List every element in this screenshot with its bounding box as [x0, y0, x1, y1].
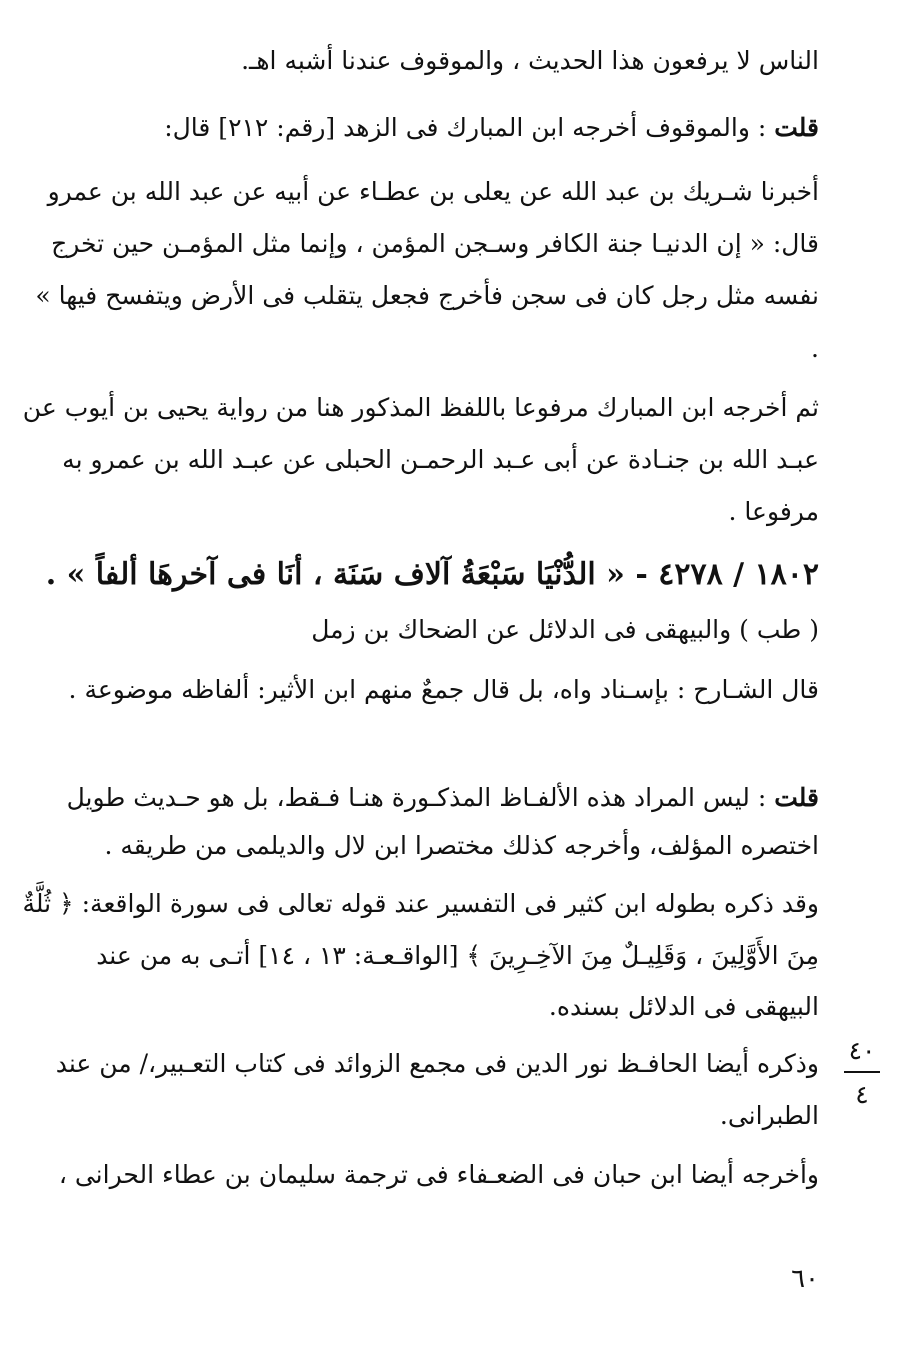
- hadith-source: ( طب ) والبيهقى فى الدلائل عن الضحاك بن زمل: [311, 615, 819, 644]
- qultu-label: قلت: [774, 113, 819, 142]
- page-number: ٦٠: [791, 1264, 819, 1294]
- text-span: : والموقوف أخرجه ابن المبارك فى الزهد [رقم: ٢١٢] قال:: [164, 113, 775, 142]
- text-line: أخبرنا شـريك بن عبد الله عن يعلى بن عطـاء عن أبيه عن عبد الله بن عمرو: [47, 177, 819, 206]
- text-line: وأخرجه أيضا ابن حبان فى الضعـفاء فى ترجمة سليمان بن عطاء الحرانى ،: [58, 1160, 819, 1189]
- text-line: الناس لا يرفعون هذا الحديث ، والموقوف عندنا أشبه اهـ.: [241, 46, 819, 75]
- margin-note-top: ٤٠: [848, 1036, 876, 1065]
- sharih-comment: قال الشـارح : بإسـناد واه، بل قال جمعٌ منهم ابن الأثير: ألفاظه موضوعة .: [68, 675, 819, 704]
- margin-note-bottom: ٤: [855, 1080, 869, 1109]
- text-line: ثم أخرجه ابن المبارك مرفوعا باللفظ المذكور هنا من رواية يحيى بن أيوب عن: [22, 393, 819, 422]
- text-line: .: [811, 334, 819, 363]
- text-line: البيهقى فى الدلائل بسنده.: [548, 992, 819, 1021]
- text-line: مرفوعا .: [728, 497, 819, 526]
- margin-note-divider: [844, 1071, 880, 1073]
- text-line: نفسه مثل رجل كان فى سجن فأخرج فجعل يتقلب فى الأرض ويتفسح فيها »: [35, 281, 819, 310]
- text-line: اختصره المؤلف، وأخرجه كذلك مختصرا ابن لال والديلمى من طريقه .: [104, 831, 819, 860]
- hadith-heading: ١٨٠٢ / ٤٢٧٨ - « الدُّنْيَا سَبْعَةُ آلاف سَنَة ، أنَا فى آخرهَا ألفاً » .: [45, 557, 819, 592]
- text-line: وقد ذكره بطوله ابن كثير فى التفسير عند قوله تعالى فى سورة الواقعة: ﴿ ثُلَّةٌ: [22, 889, 819, 918]
- text-line: [66, 782, 819, 814]
- text-line: وذكره أيضا الحافـظ نور الدين فى مجمع الزوائد فى كتاب التعـبير،/ من عند: [55, 1049, 819, 1078]
- text-line: عبـد الله بن جنـادة عن أبى عـبد الرحمـن الحبلى عن عبـد الله بن عمرو به: [62, 445, 819, 474]
- text-line: قال: « إن الدنيـا جنة الكافر وسـجن المؤمن ، وإنما مثل المؤمـن حين تخرج: [51, 229, 819, 258]
- text-line: مِنَ الأَوَّلِينَ ، وَقَلِيـلٌ مِنَ الآخِـرِينَ ﴾ [الواقـعـة: ١٣ ، ١٤] أتـى به من عند: [96, 941, 819, 970]
- text-line: الطبرانى.: [719, 1101, 819, 1130]
- text-span: : ليس المراد هذه الألفـاظ المذكـورة هنـا فـقط، بل هو حـديث طويل: [66, 783, 775, 812]
- qultu-label: قلت: [774, 783, 819, 812]
- text-line: [119, 112, 819, 144]
